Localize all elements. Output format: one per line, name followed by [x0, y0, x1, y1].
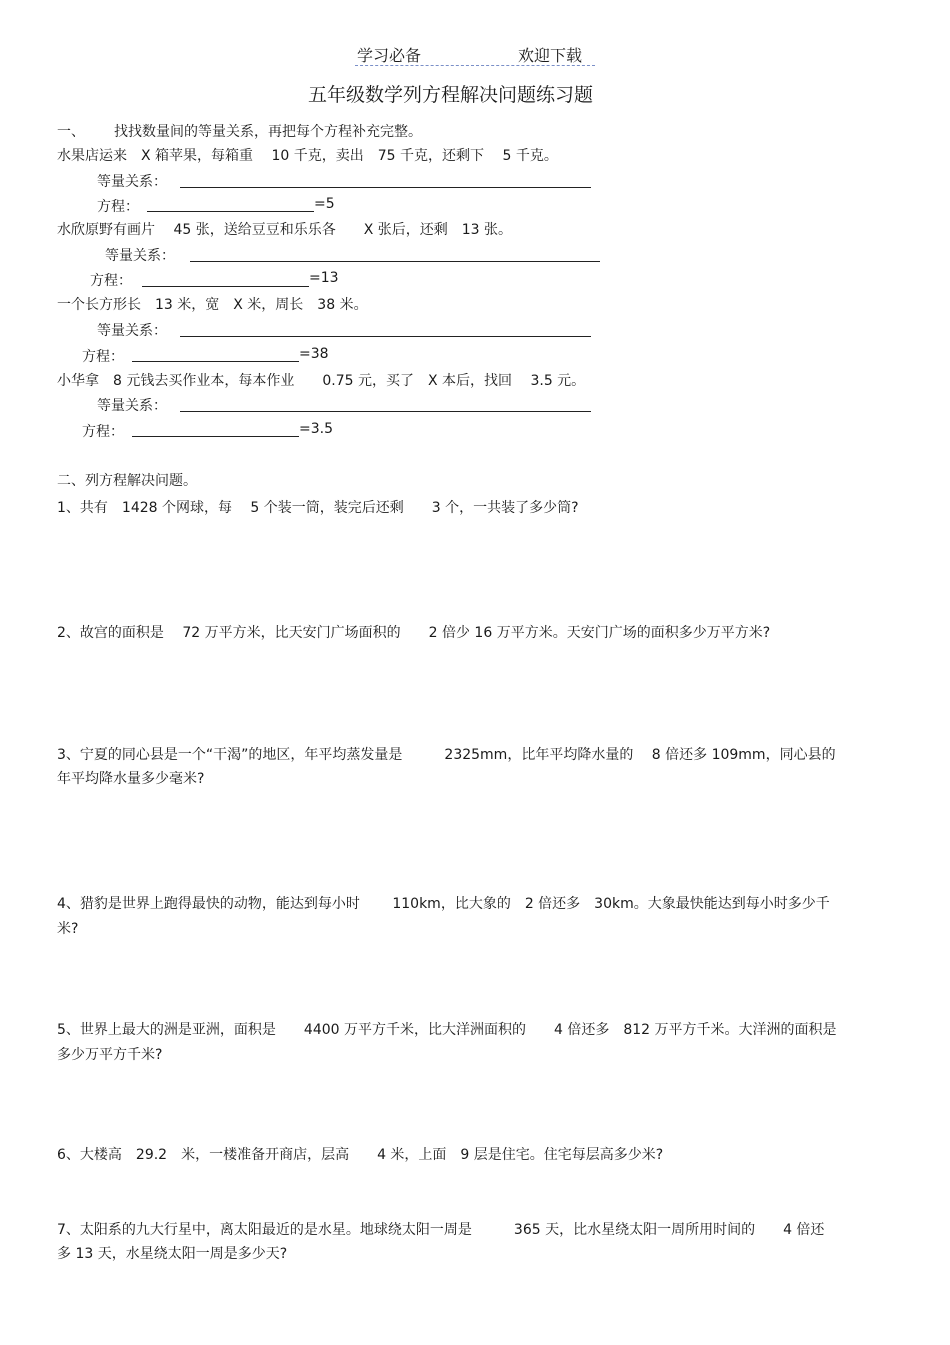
question-5-text-line2: 多少万平方千米?	[57, 1047, 163, 1063]
part1-heading-number: 一、	[57, 124, 85, 140]
item-3-relation-blank[interactable]	[180, 336, 591, 337]
part1-heading-text: 找找数量间的等量关系，再把每个方程补充完整。	[114, 124, 422, 140]
question-2-text: 2、故宫的面积是 72 万平方米，比天安门广场面积的 2 倍少 16 万平方米。天安门广场的面积多少万平方米?	[57, 625, 771, 641]
header-dashed-underline	[355, 65, 595, 66]
header-right-text: 欢迎下载	[518, 46, 583, 65]
item-1-equation-result: =5	[314, 196, 335, 212]
item-2-relation-blank[interactable]	[190, 261, 600, 262]
item-2-equation-label: 方程：	[90, 273, 132, 289]
item-4-relation-blank[interactable]	[180, 411, 591, 412]
item-1-equation-blank[interactable]	[147, 211, 314, 212]
question-3-text-line1: 3、宁夏的同心县是一个“干渴”的地区，年平均蒸发量是 2325mm，比年平均降水量的 8 倍还多 109mm，同心县的	[57, 747, 836, 763]
item-2-problem: 水欣原野有画片 45 张，送给豆豆和乐乐各 X 张后，还剩 13 张。	[57, 222, 513, 238]
question-5-text-line1: 5、世界上最大的洲是亚洲，面积是 4400 万平方千米，比大洋洲面积的 4 倍还多 812 万平方千米。大洋洲的面积是	[57, 1022, 837, 1038]
item-3-problem: 一个长方形长 13 米，宽 X 米，周长 38 米。	[57, 297, 368, 313]
item-3-equation-blank[interactable]	[132, 361, 299, 362]
item-3-equation-label: 方程：	[82, 349, 124, 365]
item-3-equation-result: =38	[299, 346, 329, 362]
item-1-relation-label: 等量关系：	[97, 174, 167, 190]
question-7-text-line2: 多 13 天，水星绕太阳一周是多少天?	[57, 1246, 288, 1262]
item-4-problem: 小华拿 8 元钱去买作业本，每本作业 0.75 元，买了 X 本后，找回 3.5 元。	[57, 373, 586, 389]
item-1-equation-label: 方程：	[97, 199, 139, 215]
item-1-problem: 水果店运来 X 箱苹果，每箱重 10 千克，卖出 75 千克，还剩下 5 千克。	[57, 148, 558, 164]
page-title: 五年级数学列方程解决问题练习题	[308, 84, 594, 106]
item-1-relation-blank[interactable]	[180, 187, 591, 188]
item-4-relation-label: 等量关系：	[97, 398, 167, 414]
part2-heading: 二、列方程解决问题。	[57, 473, 197, 489]
item-4-equation-label: 方程：	[82, 424, 124, 440]
question-1-text: 1、共有 1428 个网球，每 5 个装一筒，装完后还剩 3 个，一共装了多少筒?	[57, 500, 579, 516]
question-4-text-line1: 4、猎豹是世界上跑得最快的动物，能达到每小时 110km，比大象的 2 倍还多 30km。大象最快能达到每小时多少千	[57, 896, 830, 912]
item-4-equation-result: =3.5	[299, 421, 333, 437]
item-4-equation-blank[interactable]	[132, 436, 299, 437]
question-6-text: 6、大楼高 29.2 米，一楼准备开商店，层高 4 米，上面 9 层是住宅。住宅每层高多少米?	[57, 1147, 664, 1163]
item-3-relation-label: 等量关系：	[97, 323, 167, 339]
question-4-text-line2: 米?	[57, 921, 79, 937]
item-2-relation-label: 等量关系：	[105, 248, 175, 264]
question-3-text-line2: 年平均降水量多少毫米?	[57, 771, 205, 787]
header-left-text: 学习必备	[357, 46, 422, 65]
item-2-equation-blank[interactable]	[142, 286, 309, 287]
question-7-text-line1: 7、太阳系的九大行星中，离太阳最近的是水星。地球绕太阳一周是 365 天，比水星绕太阳一周所用时间的 4 倍还	[57, 1222, 825, 1238]
item-2-equation-result: =13	[309, 270, 339, 286]
